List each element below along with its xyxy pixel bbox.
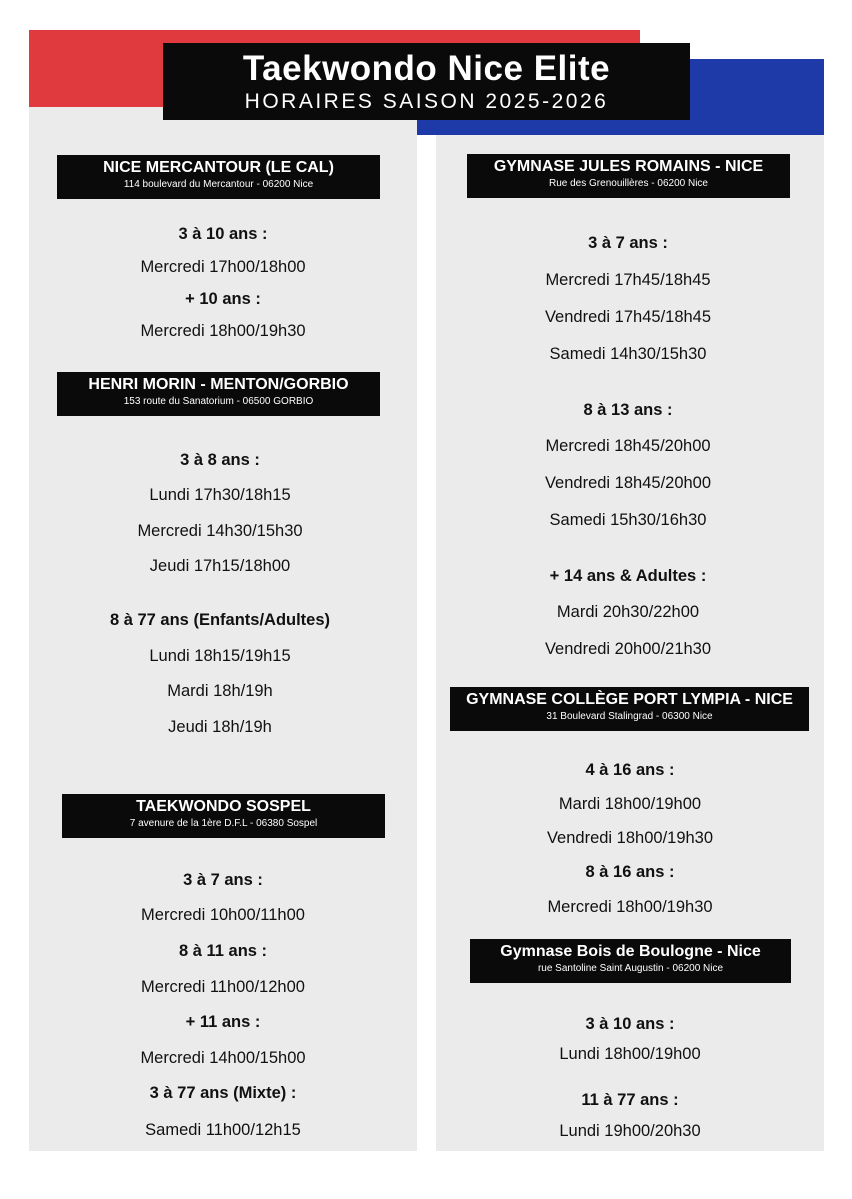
schedule-slot: Samedi 15h30/16h30: [549, 511, 707, 529]
schedule-slot: Vendredi 20h00/21h30: [544, 640, 712, 658]
venue-address: 153 route du Sanatorium - 06500 GORBIO: [123, 396, 314, 407]
venue-header-college-port-lympia: [450, 687, 809, 731]
venue-name: GYMNASE JULES ROMAINS - NICE: [493, 158, 764, 175]
schedule-slot: Samedi 14h30/15h30: [549, 345, 707, 363]
schedule-slot: Samedi 11h00/12h15: [145, 1121, 301, 1139]
schedule-slot: Lundi 19h00/20h30: [559, 1122, 701, 1140]
schedule-slot: Jeudi 17h15/18h00: [149, 557, 291, 575]
age-group-label: 3 à 7 ans :: [588, 234, 668, 252]
age-group-label: 3 à 10 ans :: [178, 225, 268, 243]
schedule-slot: Mardi 18h/19h: [167, 682, 273, 700]
schedule-slot: Jeudi 18h/19h: [168, 718, 272, 736]
schedule-slot: Mercredi 11h00/12h00: [141, 978, 305, 996]
age-group-label: 8 à 77 ans (Enfants/Adultes): [109, 611, 331, 629]
age-group-label: + 10 ans :: [185, 290, 261, 308]
schedule-slot: Mercredi 10h00/11h00: [141, 906, 305, 924]
schedule-slot: Lundi 18h00/19h00: [559, 1045, 701, 1063]
venue-address: 114 boulevard du Mercantour - 06200 Nice: [123, 179, 314, 190]
schedule-slot: Mercredi 18h00/19h30: [140, 322, 306, 340]
schedule-slot: Vendredi 17h45/18h45: [544, 308, 712, 326]
venue-name: GYMNASE COLLÈGE PORT LYMPIA - NICE: [466, 691, 793, 708]
venue-header-jules-romains: [467, 154, 790, 198]
venue-address: rue Santoline Saint Augustin - 06200 Nice: [537, 963, 724, 974]
age-group-label: 3 à 10 ans :: [585, 1015, 675, 1033]
age-group-label: 8 à 11 ans :: [178, 942, 268, 960]
age-group-label: 4 à 16 ans :: [585, 761, 675, 779]
venue-address: Rue des Grenouillères - 06200 Nice: [549, 178, 708, 189]
schedule-slot: Mercredi 18h00/19h30: [547, 898, 713, 916]
venue-address: 7 avenure de la 1ère D.F.L - 06380 Sospel: [129, 818, 318, 829]
title-banner: [163, 43, 690, 120]
age-group-label: 3 à 8 ans :: [180, 451, 260, 469]
schedule-slot: Lundi 18h15/19h15: [149, 647, 291, 665]
page-subtitle: HORAIRES SAISON 2025-2026: [244, 90, 609, 113]
venue-header-henri-morin: [57, 372, 380, 416]
page-title: Taekwondo Nice Elite: [242, 49, 611, 88]
schedule-slot: Mardi 20h30/22h00: [556, 603, 700, 621]
age-group-label: + 11 ans :: [185, 1013, 261, 1031]
schedule-slot: Vendredi 18h00/19h30: [546, 829, 714, 847]
schedule-slot: Mercredi 17h45/18h45: [545, 271, 711, 289]
venue-name: HENRI MORIN - MENTON/GORBIO: [88, 376, 349, 393]
venue-address: 31 Boulevard Stalingrad - 06300 Nice: [546, 711, 713, 722]
venue-header-taekwondo-sospel: [62, 794, 385, 838]
age-group-label: + 14 ans & Adultes :: [549, 567, 707, 585]
schedule-slot: Mercredi 14h30/15h30: [137, 522, 303, 540]
venue-header-nice-mercantour: [57, 155, 380, 199]
venue-name: TAEKWONDO SOSPEL: [136, 798, 311, 815]
age-group-label: 3 à 77 ans (Mixte) :: [149, 1084, 297, 1102]
venue-name: Gymnase Bois de Boulogne - Nice: [500, 943, 761, 960]
age-group-label: 3 à 7 ans :: [183, 871, 263, 889]
age-group-label: 8 à 13 ans :: [583, 401, 673, 419]
schedule-slot: Mercredi 14h00/15h00: [140, 1049, 306, 1067]
schedule-slot: Mercredi 17h00/18h00: [140, 258, 306, 276]
venue-name: NICE MERCANTOUR (LE CAL): [103, 159, 334, 176]
schedule-slot: Lundi 17h30/18h15: [149, 486, 291, 504]
schedule-slot: Mardi 18h00/19h00: [558, 795, 702, 813]
venue-header-bois-de-boulogne: [470, 939, 791, 983]
schedule-slot: Vendredi 18h45/20h00: [544, 474, 712, 492]
age-group-label: 11 à 77 ans :: [581, 1091, 679, 1109]
age-group-label: 8 à 16 ans :: [585, 863, 675, 881]
schedule-slot: Mercredi 18h45/20h00: [545, 437, 711, 455]
